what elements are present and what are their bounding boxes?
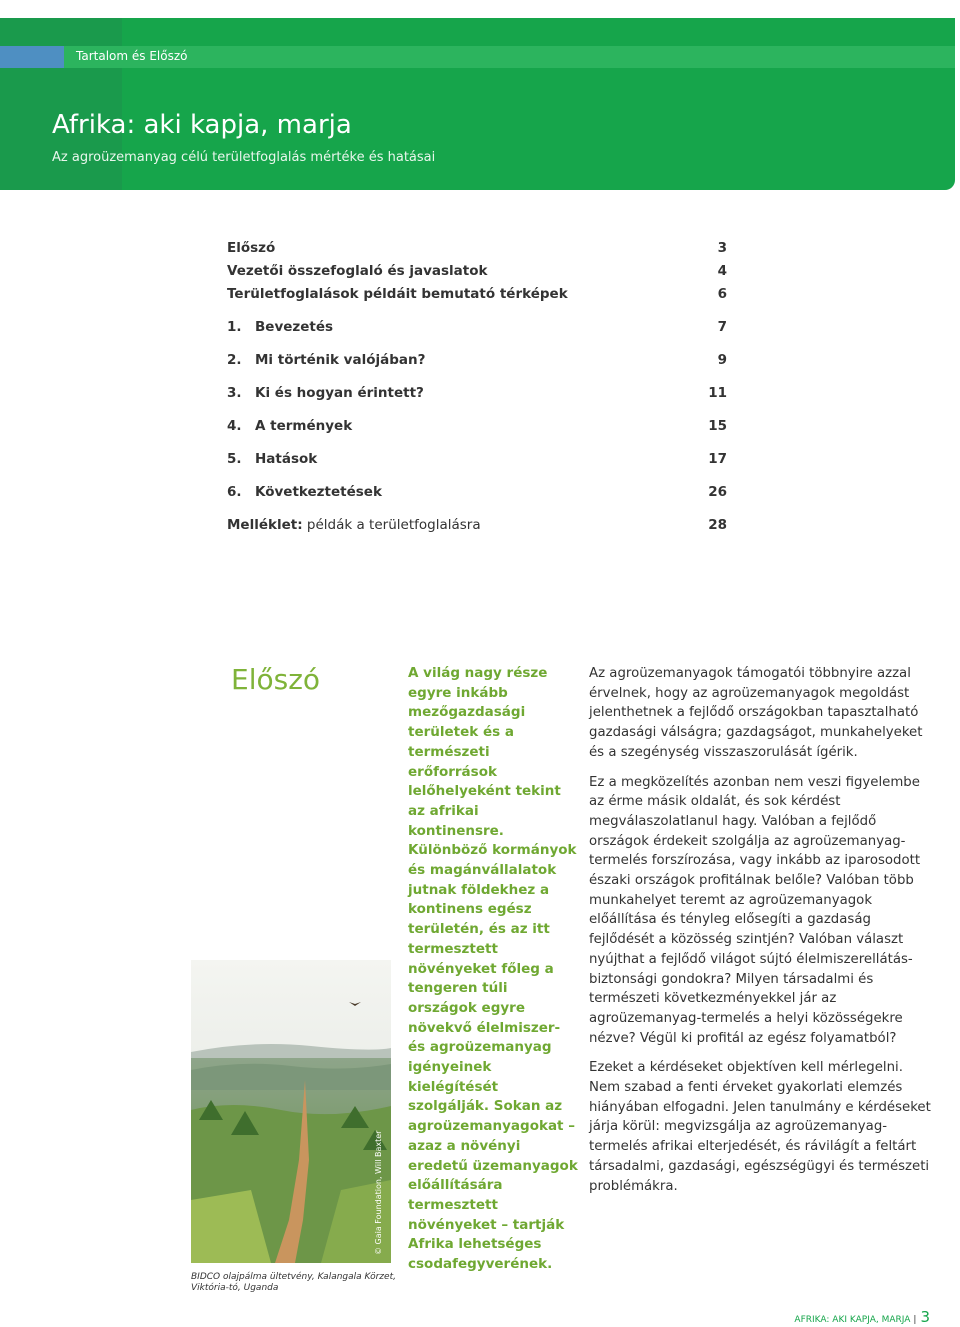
body-paragraph: Az agroüzemanyagok támogatói többnyire azzal érvelnek, hogy az agroüzemanyagok megoldást jelenthetnek a fejlődő országokban tapasztalható gazdasági válságra; gazdagságot, munkahelyeket és a szegénység visszaszorulását ígérik. bbox=[589, 666, 923, 760]
page-footer bbox=[794, 1308, 930, 1326]
toc-entry-page: 3 bbox=[717, 240, 727, 256]
toc-entry-page: 15 bbox=[708, 418, 727, 434]
section-title: Előszó bbox=[231, 663, 321, 696]
tab-strip bbox=[0, 46, 955, 68]
toc-entry-page: 11 bbox=[708, 385, 727, 401]
body-paragraph: Ezeket a kérdéseket objektíven kell mérlegelni. Nem szabad a fenti érveket gyakorlati elemzés hiányában elfogadni. Jelen tanulmány e kérdéseket járja körül: megvizsgálja az agroüzemanyag-termelés afrikai elterjedését, és rávilágít a feltárt társadalmi, gazdasági, egészségügyi és természeti problémákra. bbox=[589, 1060, 931, 1194]
toc-entry-foreword[interactable] bbox=[227, 240, 727, 260]
toc-entry-label: Területfoglalások példáit bemutató térképek bbox=[227, 286, 568, 302]
toc-entry-number: 6. bbox=[227, 484, 242, 500]
toc-entry-page: 9 bbox=[717, 352, 727, 368]
tab-strip-accent bbox=[0, 46, 64, 68]
toc-entry-page: 17 bbox=[708, 451, 727, 467]
toc-entry-page: 28 bbox=[708, 517, 727, 533]
plantation-photo bbox=[191, 960, 391, 1263]
page-subtitle: Az agroüzemanyag célú területfoglalás mértéke és hatásai bbox=[52, 150, 436, 165]
toc-entry-maps[interactable] bbox=[227, 286, 727, 306]
toc-entry-summary[interactable] bbox=[227, 263, 727, 283]
toc-entry-appendix[interactable] bbox=[227, 517, 727, 537]
toc-entry-number: 4. bbox=[227, 418, 242, 434]
toc-entry-number: 5. bbox=[227, 451, 242, 467]
toc-entry-chapter-1[interactable] bbox=[227, 319, 727, 339]
toc-entry-label: Mi történik valójában? bbox=[255, 352, 426, 368]
toc-entry-page: 6 bbox=[717, 286, 727, 302]
running-title: AFRIKA: AKI KAPJA, MARJA bbox=[794, 1315, 911, 1325]
toc-entry-label: Ki és hogyan érintett? bbox=[255, 385, 424, 401]
lead-paragraph: A világ nagy része egyre inkább mezőgazdasági területek és a természeti erőforrások lelőhelyeként tekint az afrikai kontinensre. Különböző kormányok és magánvállalatok jutnak földekhez a kontinens egész területén, és az itt termesztett növényeket főleg a tengeren túli országok egyre növekvő élelmiszer- és agroüzemanyag igényeinek kielégítését szolgálják. Sokan az agroüzemanyagokat – azaz a növényi eredetű üzemanyagok előállítására termesztett növényeket – tartják Afrika lehetséges csodafegyverének. bbox=[408, 665, 578, 1273]
header-band bbox=[0, 18, 955, 190]
photo-caption: BIDCO olajpálma ültetvény, Kalangala Körzet, Viktória-tó, Uganda bbox=[191, 1272, 396, 1293]
toc-entry-page: 4 bbox=[717, 263, 727, 279]
page-title: Afrika: aki kapja, marja bbox=[52, 110, 352, 140]
toc-entry-page: 7 bbox=[717, 319, 727, 335]
footer-divider: | bbox=[913, 1315, 917, 1325]
section-tab-label[interactable]: Tartalom és Előszó bbox=[76, 49, 188, 63]
toc-entry-number: 2. bbox=[227, 352, 242, 368]
toc-entry-label: A termények bbox=[255, 418, 353, 434]
toc-entry-label-bold: Melléklet: bbox=[227, 517, 303, 533]
toc-entry-page: 26 bbox=[708, 484, 727, 500]
toc-entry-number: 1. bbox=[227, 319, 242, 335]
toc-entry-label: Vezetői összefoglaló és javaslatok bbox=[227, 263, 488, 279]
plantation-photo-graphic bbox=[191, 960, 391, 1263]
toc-entry-chapter-2[interactable] bbox=[227, 352, 727, 372]
toc-entry-label: Bevezetés bbox=[255, 319, 334, 335]
toc-entry-label: Hatások bbox=[255, 451, 318, 467]
toc-entry-chapter-3[interactable] bbox=[227, 385, 727, 405]
toc-entry-label: példák a területfoglalásra bbox=[302, 517, 481, 533]
body-column bbox=[589, 664, 934, 1206]
toc-entry-chapter-5[interactable] bbox=[227, 451, 727, 471]
page-number: 3 bbox=[920, 1308, 930, 1326]
body-paragraph: Ez a megközelítés azonban nem veszi figyelembe az érme másik oldalát, és sok kérdést megválaszolatlanul hagy. Valóban a fejlődő országok érdekeit szolgálja az agroüzemanyag-termelés forszírozása, vagy inkább az iparosodott északi országok profitálnak belőle? Valóban több munkahelyet teremt az agroüzemanyagok előállítása és tényleg elősegíti a gazdaság fejlődését a közösség szintjén? Valóban választ nyújthat a fejlődő világot sújtó élelmiszerellátás-biztonsági gondokra? Milyen társadalmi és természeti következményekkel jár az agroüzemanyag-termelés a helyi közösségekre nézve? Végül ki profitál az egész folyamatból? bbox=[589, 774, 921, 1046]
toc-entry-label: Előszó bbox=[227, 240, 276, 256]
photo-credit: © Gaia Foundation, Will Baxter bbox=[374, 1130, 383, 1255]
toc-entry-label: Következtetések bbox=[255, 484, 382, 500]
toc-entry-number: 3. bbox=[227, 385, 242, 401]
toc-entry-chapter-4[interactable] bbox=[227, 418, 727, 438]
toc-entry-chapter-6[interactable] bbox=[227, 484, 727, 504]
